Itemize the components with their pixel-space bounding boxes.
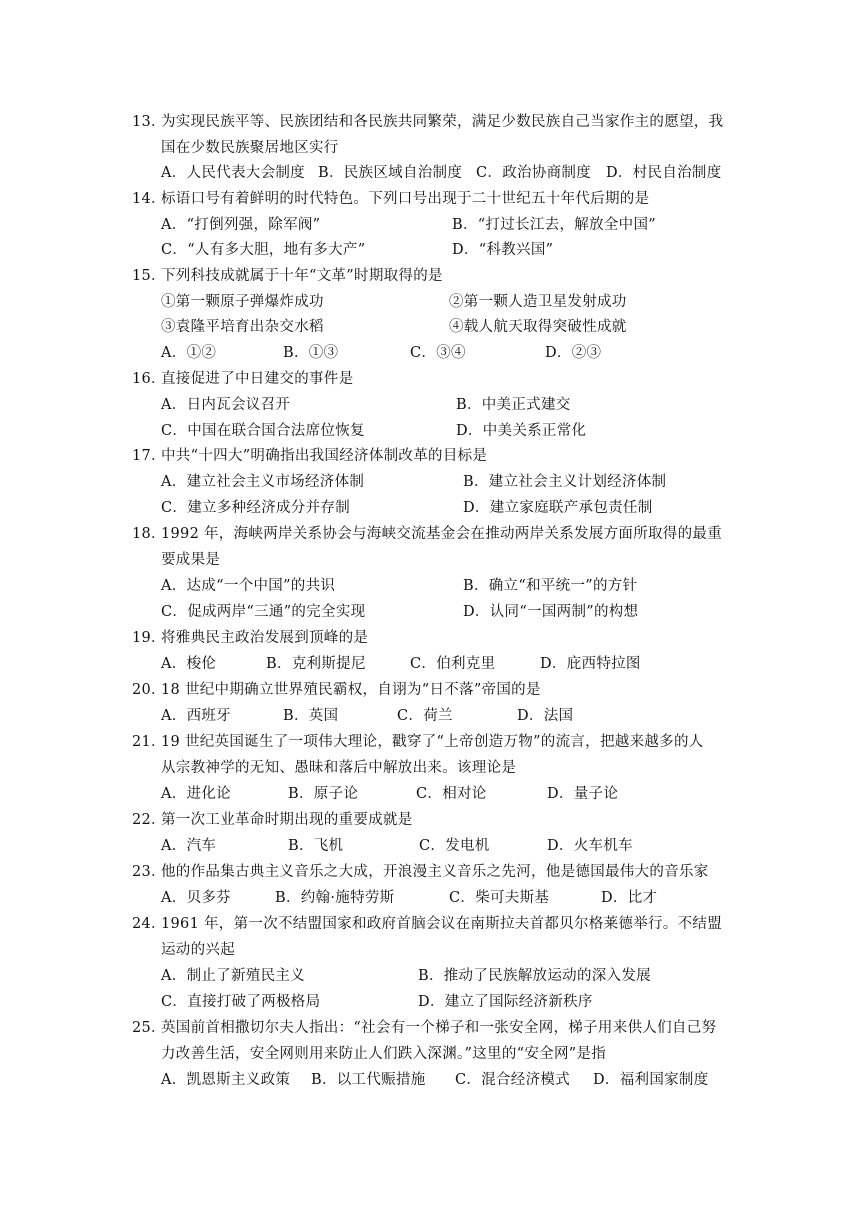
option-a[interactable]: A．人民代表大会制度: [161, 165, 305, 181]
option-d[interactable]: D．②③: [545, 345, 602, 361]
option-c[interactable]: C．③④: [410, 345, 466, 361]
question-stem: 他的作品集古典主义音乐之大成，开浪漫主义音乐之先河，他是德国最伟大的音乐家: [161, 864, 709, 880]
option-b[interactable]: B．飞机: [288, 838, 344, 854]
statement-item: ①第一颗原子弹爆炸成功: [161, 294, 324, 310]
question-number: 15．: [132, 268, 166, 284]
question-stem: 标语口号有着鲜明的时代特色。下列口号出现于二十世纪五十年代后期的是: [161, 191, 650, 207]
option-b[interactable]: B．确立“和平统一”的方针: [463, 578, 638, 594]
option-a[interactable]: A．西班牙: [161, 708, 231, 724]
option-c[interactable]: C．柴可夫斯基: [449, 890, 550, 906]
option-a[interactable]: A．汽车: [161, 838, 217, 854]
question-number: 25．: [132, 1020, 166, 1036]
option-a[interactable]: A．日内瓦会议召开: [161, 397, 291, 413]
option-a[interactable]: A．①②: [161, 345, 217, 361]
option-b[interactable]: B．推动了民族解放运动的深入发展: [418, 968, 651, 984]
question-number: 20．: [132, 682, 166, 698]
question-stem: 中共“十四大”明确指出我国经济体制改革的目标是: [161, 448, 488, 464]
question-stem: 第一次工业革命时期出现的重要成就是: [161, 812, 413, 828]
option-c[interactable]: C．促成两岸“三通”的完全实现: [161, 604, 366, 620]
option-c[interactable]: C．建立多种经济成分并存制: [161, 500, 350, 516]
question-stem: 要成果是: [161, 552, 221, 568]
option-a[interactable]: A．梭伦: [161, 656, 217, 672]
question-number: 23．: [132, 864, 166, 880]
option-c[interactable]: C．相对论: [416, 786, 487, 802]
option-b[interactable]: B．约翰·施特劳斯: [275, 890, 395, 906]
option-b[interactable]: B．“打过长江去，解放全中国”: [452, 217, 656, 233]
question-number: 17．: [132, 448, 166, 464]
option-c[interactable]: C．发电机: [419, 838, 490, 854]
option-d[interactable]: D．“科教兴国”: [452, 242, 554, 258]
question-stem: 为实现民族平等、民族团结和各民族共同繁荣，满足少数民族自己当家作主的愿望，我: [161, 114, 724, 130]
option-b[interactable]: B．建立社会主义计划经济体制: [463, 474, 667, 490]
option-a[interactable]: A．进化论: [161, 786, 231, 802]
question-stem: 从宗教神学的无知、愚昧和落后中解放出来。该理论是: [161, 760, 517, 776]
option-b[interactable]: B．民族区域自治制度: [318, 165, 463, 181]
question-stem: 将雅典民主政治发展到顶峰的是: [161, 630, 369, 646]
question-stem: 1992 年，海峡两岸关系协会与海峡交流基金会在推动两岸关系发展方面所取得的最重: [161, 526, 723, 542]
option-d[interactable]: D．火车机车: [547, 838, 633, 854]
question-stem: 直接促进了中日建交的事件是: [161, 371, 354, 387]
question-stem: 下列科技成就属于十年“文革”时期取得的是: [161, 268, 443, 284]
option-d[interactable]: D．庇西特拉图: [540, 656, 641, 672]
question-number: 19．: [132, 630, 166, 646]
option-a[interactable]: A．达成“一个中国”的共识: [161, 578, 336, 594]
question-stem: 力改善生活，安全网则用来防止人们跌入深渊。”这里的“安全网”是指: [161, 1046, 607, 1062]
statement-item: ②第一颗人造卫星发射成功: [449, 294, 627, 310]
option-b[interactable]: B．克利斯提尼: [266, 656, 366, 672]
option-b[interactable]: B．原子论: [288, 786, 359, 802]
question-stem: 运动的兴起: [161, 942, 235, 958]
option-b[interactable]: B．以工代赈措施: [311, 1072, 426, 1088]
option-a[interactable]: A．凯恩斯主义政策: [161, 1072, 291, 1088]
option-b[interactable]: B．英国: [283, 708, 339, 724]
question-stem: 国在少数民族聚居地区实行: [161, 140, 339, 156]
option-c[interactable]: C．中国在联合国合法席位恢复: [161, 423, 365, 439]
option-d[interactable]: D．中美关系正常化: [456, 423, 587, 439]
option-b[interactable]: B．①③: [283, 345, 339, 361]
option-b[interactable]: B．中美正式建交: [456, 397, 571, 413]
question-stem: 1961 年，第一次不结盟国家和政府首脑会议在南斯拉夫首都贝尔格莱德举行。不结盟: [161, 916, 723, 932]
option-c[interactable]: C．政治协商制度: [476, 165, 591, 181]
question-number: 24．: [132, 916, 166, 932]
option-c[interactable]: C．荷兰: [397, 708, 453, 724]
question-stem: 英国前首相撒切尔夫人指出：“社会有一个梯子和一张安全网，梯子用来供人们自己努: [161, 1020, 717, 1036]
option-d[interactable]: D．建立了国际经济新秩序: [418, 994, 593, 1010]
question-number: 22．: [132, 812, 166, 828]
option-d[interactable]: D．比才: [601, 890, 658, 906]
option-c[interactable]: C．混合经济模式: [455, 1072, 570, 1088]
option-d[interactable]: D．量子论: [547, 786, 619, 802]
option-c[interactable]: C．伯利克里: [410, 656, 496, 672]
option-d[interactable]: D．法国: [517, 708, 574, 724]
option-a[interactable]: A．制止了新殖民主义: [161, 968, 305, 984]
statement-item: ④载人航天取得突破性成就: [449, 319, 627, 335]
option-a[interactable]: A．建立社会主义市场经济体制: [161, 474, 365, 490]
question-number: 14．: [132, 191, 166, 207]
statement-item: ③袁隆平培育出杂交水稻: [161, 319, 324, 335]
option-d[interactable]: D．建立家庭联产承包责任制: [463, 500, 653, 516]
option-a[interactable]: A．贝多芬: [161, 890, 231, 906]
option-a[interactable]: A．“打倒列强，除军阀”: [161, 217, 321, 233]
option-c[interactable]: C．直接打破了两极格局: [161, 994, 321, 1010]
question-stem: 18 世纪中期确立世界殖民霸权，自诩为“日不落”帝国的是: [161, 682, 541, 698]
option-d[interactable]: D．村民自治制度: [606, 165, 722, 181]
question-number: 16．: [132, 371, 166, 387]
question-stem: 19 世纪英国诞生了一项伟大理论，戳穿了“上帝创造万物”的流言，把越来越多的人: [161, 734, 704, 750]
option-d[interactable]: D．福利国家制度: [593, 1072, 709, 1088]
question-number: 13．: [132, 114, 166, 130]
question-number: 21．: [132, 734, 166, 750]
question-number: 18．: [132, 526, 166, 542]
option-d[interactable]: D．认同“一国两制”的构想: [463, 604, 639, 620]
option-c[interactable]: C．“人有多大胆，地有多大产”: [161, 242, 366, 258]
